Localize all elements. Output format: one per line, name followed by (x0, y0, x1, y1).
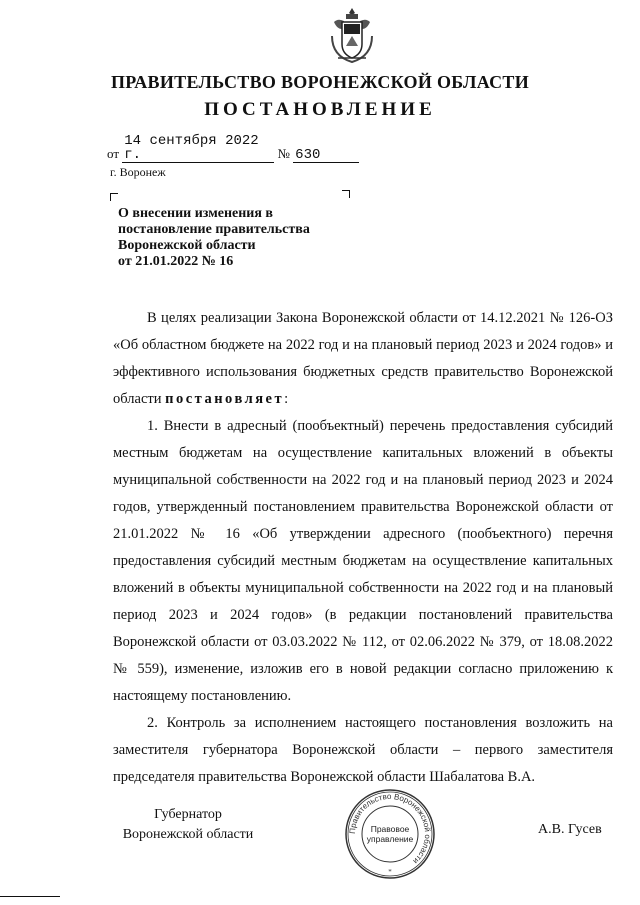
organization-title: ПРАВИТЕЛЬСТВО ВОРОНЕЖСКОЙ ОБЛАСТИ (110, 72, 530, 92)
document-date: 14 сентября 2022 г. (122, 134, 274, 163)
date-number-line (107, 134, 359, 163)
subject-line: О внесении изменения в (118, 206, 273, 221)
document-type-title: ПОСТАНОВЛЕНИЕ (204, 99, 436, 120)
subject-line: постановление правительства (118, 222, 310, 237)
footer-divider (0, 896, 60, 897)
svg-text:*: * (388, 868, 392, 876)
preamble-text: В целях реализации Закона Воронежской области от 14.12.2021 № 126-ОЗ «Об областном бюджете на 2022 год и на плановый период 2023 и 2024 годов» и эффективного использования бюджетных средств правительство Воронежской области (113, 310, 613, 407)
stamp-line: Правовое (370, 824, 410, 834)
document-subject (118, 206, 348, 270)
subject-corner-right (342, 190, 350, 198)
item-2-paragraph: 2. Контроль за исполнением настоящего постановления возложить на заместителя губернатора Воронежской области – первого заместителя председателя правительства Воронежской области Шабалатова В.А. (113, 715, 613, 785)
signatory-title-line: Губернатор (154, 807, 222, 822)
stamp-center-text (366, 824, 414, 844)
coat-of-arms-icon (328, 6, 376, 66)
city: г. Воронеж (110, 165, 166, 179)
stamp-line: управление (366, 834, 414, 844)
signatory-title (113, 805, 263, 845)
resolves-colon: : (284, 391, 289, 407)
document-body (113, 305, 613, 791)
resolves-word: постановляет (165, 391, 285, 407)
preamble-paragraph (113, 305, 613, 413)
stamp-center (344, 788, 436, 880)
subject-corner-left (110, 193, 118, 201)
signatory-title-line: Воронежской области (122, 827, 254, 842)
subject-line: Воронежской области (118, 238, 256, 253)
signatory-name: А.В. Гусев (538, 822, 602, 837)
item-1-paragraph: 1. Внести в адресный (пообъектный) перечень предоставления субсидий местным бюджетам на осуществление капитальных вложений в объекты муниципальной собственности на 2022 год и на плановый период 2023 и 2024 годов, утвержденный постановлением правительства Воронежской области от 21.01.2022 № 16 «Об утверждении адресного (пообъектного) перечня предоставления субсидий местным бюджетам на осуществление капитальных вложений в объекты муниципальной собственности на 2022 год и на плановый период 2023 и 2024 годов» (в редакции постановлений правительства Воронежской области от 03.03.2022 № 112, от 02.06.2022 № 379, от 18.08.2022 № 559), изменение, изложив его в новой редакции согласно приложению к настоящему постановлению. (113, 418, 613, 704)
stamp-ring-text: Правительство Воронежской области (347, 791, 433, 866)
number-label: № (277, 146, 290, 161)
document-number: 630 (293, 148, 359, 163)
subject-line: от 21.01.2022 № 16 (118, 254, 234, 269)
from-label: от (107, 146, 120, 161)
